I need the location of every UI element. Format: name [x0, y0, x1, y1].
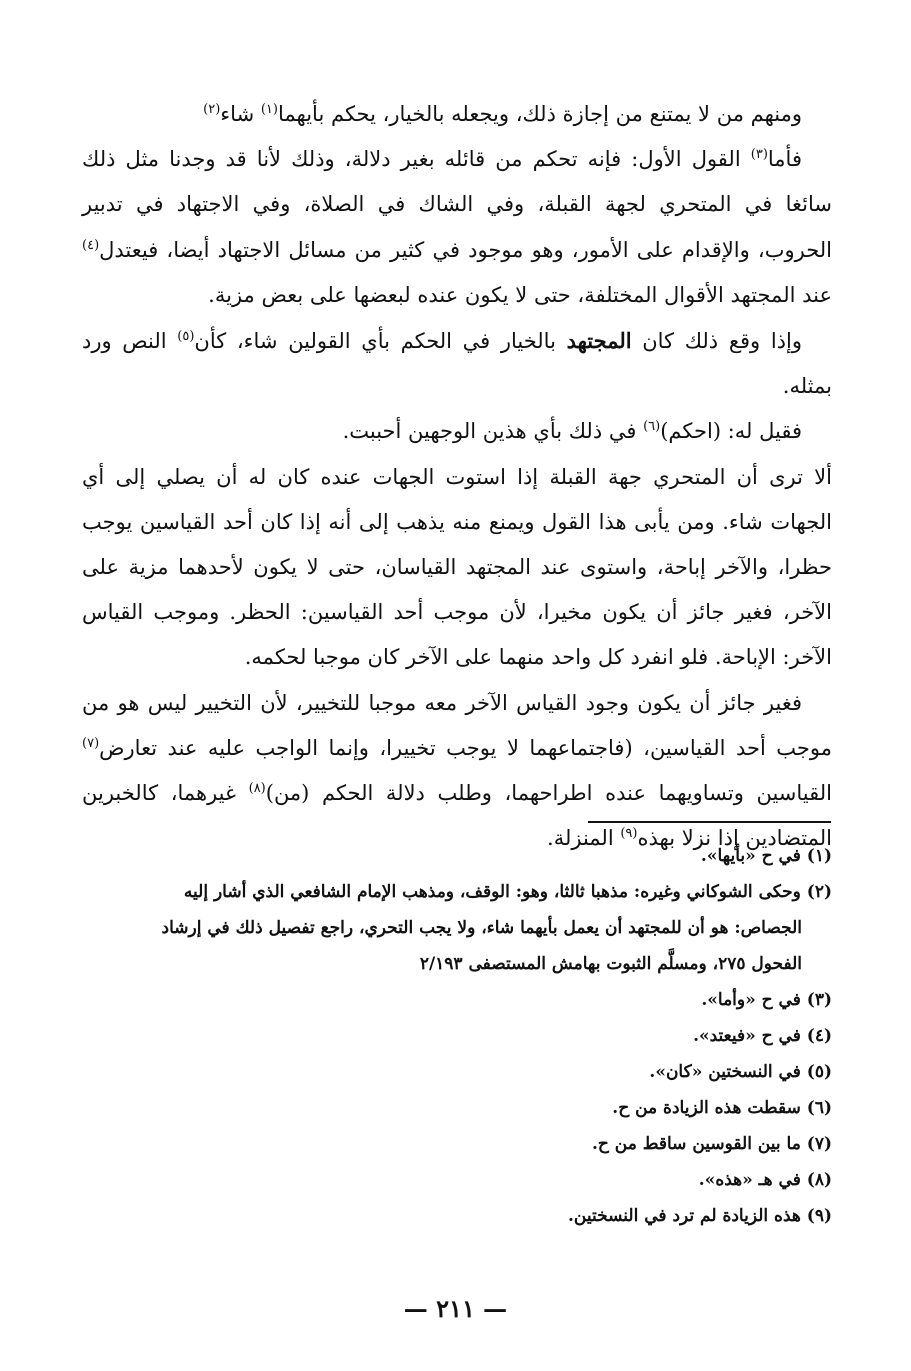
paragraph: [82, 137, 832, 318]
footnote: الجصاص: هو أن للمجتهد أن يعمل بأيهما شاء، ولا يجب التحري، راجع تفصيل ذلك في إرشاد: [161, 918, 802, 938]
footnote-marker: (٦): [643, 419, 661, 435]
text-run: فأما: [767, 147, 802, 172]
text-run: ألا ترى أن المتحري جهة القبلة إذا استوت الجهات عنده كان له أن يصلي إلى أي الجهات شاء. ومن يأبى هذا القول ويمنع منه يذهب إلى أنه إذا كان أحد القياسين يوجب حظرا، والآخر إباحة، واستوى عند المجتهد القياسان، حتى لا يكون لأحدهما مزية على الآخر، فغير جائز أن يكون مخيرا، لأن موجب أحد القياسين: الحظر. وموجب القياس الآخر: الإباحة. فلو انفرد كل واحد منهما على الآخر كان موجبا لحكمه.: [82, 464, 832, 670]
text-run: وإذا وقع ذلك كان: [631, 329, 802, 354]
footnote-marker: (٤): [82, 237, 100, 253]
text-run: فقيل له: (احكم): [660, 419, 802, 444]
text-run: غيرهما، كالخبرين المتضادين إذا نزلا بهذه: [82, 781, 832, 851]
footnote-separator: [588, 821, 831, 823]
text-run: شاء: [220, 102, 261, 126]
footnotes: [82, 838, 832, 1234]
footnote: (٦) سقطت هذه الزيادة من ح.: [612, 1098, 832, 1118]
text-run: فغير جائز أن يكون وجود القياس الآخر معه موجبا للتخيير، لأن التخيير ليس هو من موجب أحد القياسين، (فاجتماعهما لا يوجب تخييرا، وإنما الواجب عليه عند تعارض: [82, 690, 832, 760]
text-run: عند المجتهد الأقوال المختلفة، حتى لا يكون عنده لبعضها على بعض مزية.: [208, 282, 832, 307]
text-run: ومنهم من لا يمتنع من إجازة ذلك، ويجعله بالخيار، يحكم بأيهما: [277, 102, 802, 126]
footnote: (٨) في هـ «هذه».: [698, 1170, 832, 1190]
footnote-marker: (٥): [177, 329, 195, 345]
text-run: في ذلك بأي هذين الوجهين أحببت.: [342, 419, 644, 444]
paragraph: [82, 318, 832, 409]
footnote-marker: (٣): [750, 147, 768, 163]
text-run: المنزلة.: [547, 826, 621, 851]
page-number: — ٢١١ —: [403, 1294, 508, 1323]
text-run: النص ورد بمثله.: [82, 329, 832, 399]
main-text: [82, 92, 832, 861]
footnote: (٢) وحكى الشوكاني وغيره: مذهبا ثالثا، وهو: الوقف، ومذهب الإمام الشافعي الذي أشار إليه: [183, 882, 832, 902]
paragraph: [82, 92, 832, 137]
footnote-marker: (٢): [203, 102, 221, 117]
text-run: القياسين وتساويهما عنده اطراحهما، وطلب دلالة الحكم (من): [265, 781, 832, 806]
footnote: (٤) في ح «فيعتد».: [693, 1026, 832, 1046]
footnote: (٧) ما بين القوسين ساقط من ح.: [591, 1134, 832, 1154]
emphasized-word: المجتهد: [566, 328, 632, 354]
footnote-marker: (٨): [248, 781, 266, 797]
footnote-marker: (٩): [620, 826, 638, 842]
footnote: (٥) في النسختين «كان».: [649, 1062, 832, 1082]
footnote: (٩) هذه الزيادة لم ترد في النسختين.: [568, 1206, 832, 1226]
footnote: (١) في ح «بأيها».: [700, 846, 832, 866]
footnote: الفحول ٢٧٥، ومسلَّم الثبوت بهامش المستصفى ٢/١٩٣: [419, 954, 802, 974]
footnote: (٣) في ح «وأما».: [701, 990, 832, 1010]
text-run: بالخيار في الحكم بأي القولين شاء، كأن: [194, 329, 567, 354]
paragraph: [82, 409, 832, 454]
text-run: القول الأول: فإنه تحكم من قائله بغير دلالة، وذلك لأنا قد وجدنا مثل ذلك سائغا في المتحري لجهة القبلة، وفي الشاك في الصلاة، وفي الاجتهاد في تدبير الحروب، والإقدام على الأمور، وهو موجود في كثير من مسائل الاجتهاد أيضا، فيعتدل: [82, 147, 832, 262]
paragraph: [82, 455, 832, 681]
paragraph: [82, 681, 832, 862]
footnote-marker: (٧): [82, 735, 100, 751]
footnote-marker: (١): [260, 102, 278, 117]
